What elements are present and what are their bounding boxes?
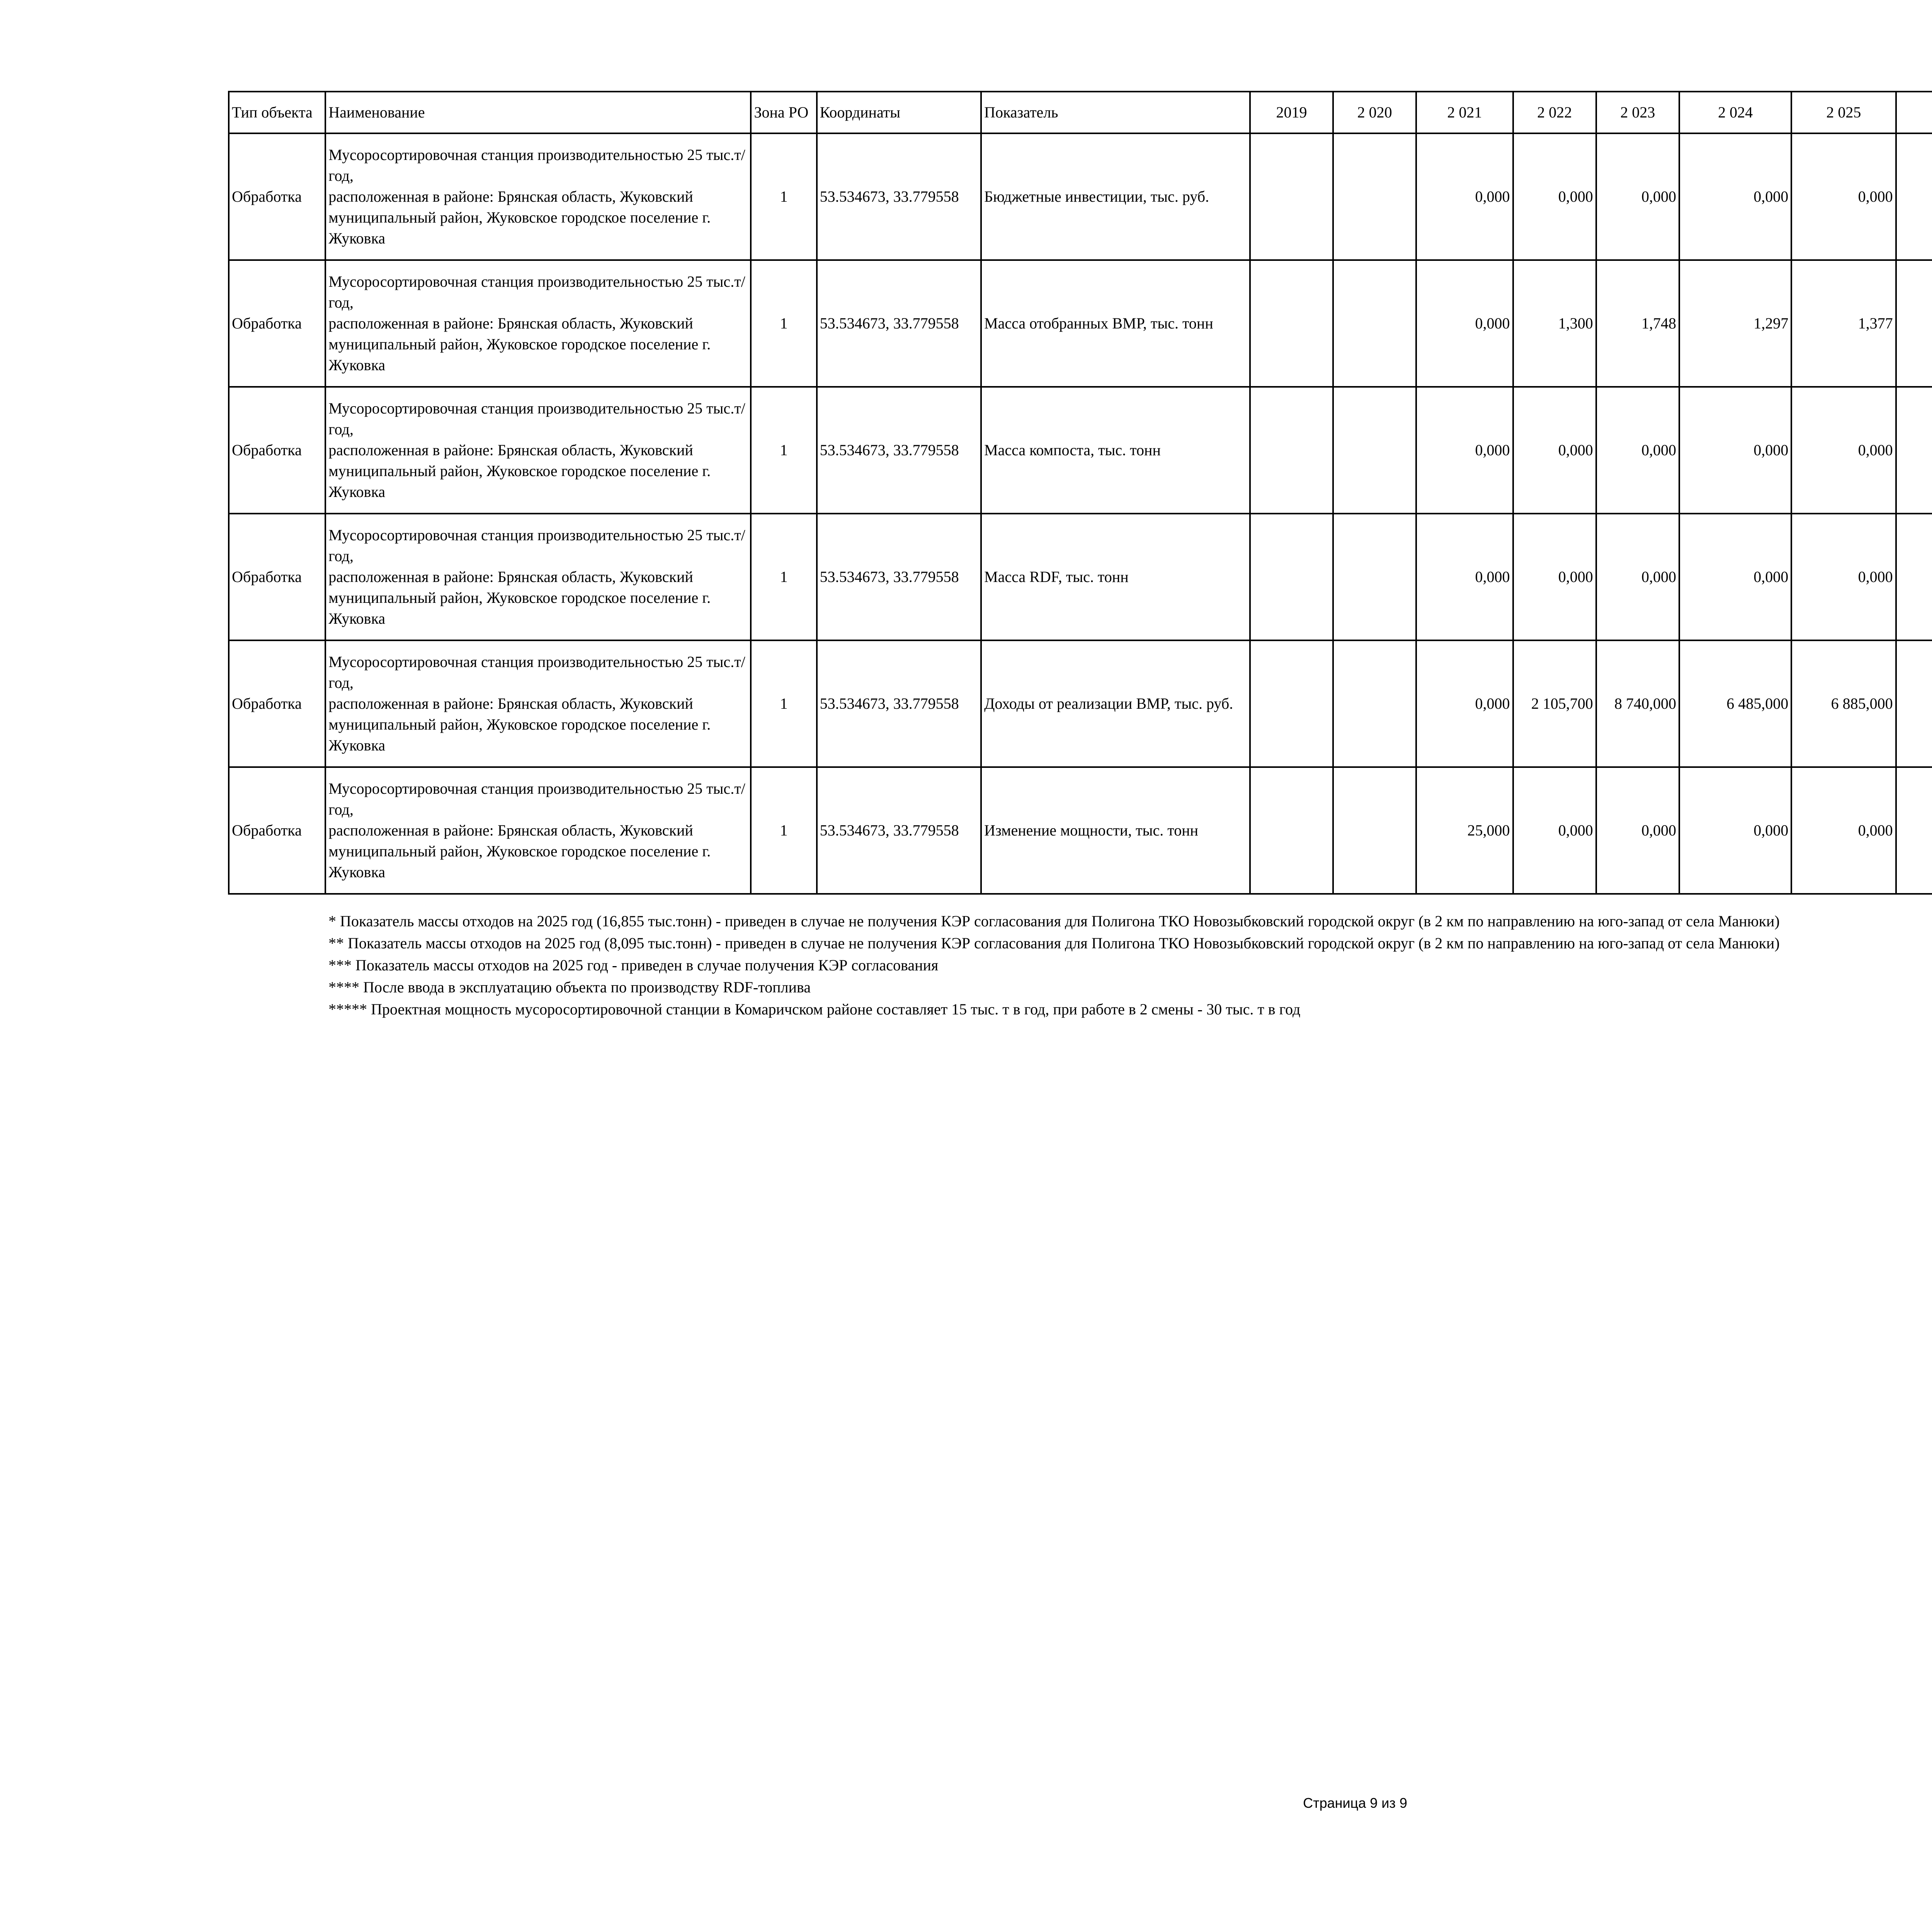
cell-zone: 1	[751, 133, 816, 260]
cell-value: 0,000	[1596, 767, 1679, 894]
cell-value: 0,000	[1596, 387, 1679, 514]
waste-facility-table	[228, 91, 1932, 895]
cell-value	[1333, 514, 1416, 640]
header-year-2024: 2 024	[1679, 92, 1791, 133]
cell-name-line: расположенная в районе: Брянская область, Жуковский муниципальный район, Жуковское городское поселение г. Жуковка	[328, 568, 711, 627]
cell-value	[1250, 133, 1333, 260]
header-year-2023: 2 023	[1596, 92, 1679, 133]
cell-name-line: Мусоросортировочная станция производительностью 25 тыс.т/год,	[328, 780, 745, 818]
cell-coords: 53.534673, 33.779558	[817, 387, 981, 514]
cell-value: 0,000	[1791, 514, 1896, 640]
cell-value: 0,000	[1513, 133, 1596, 260]
cell-name-line: Мусоросортировочная станция производительностью 25 тыс.т/год,	[328, 400, 745, 438]
cell-value: 0,000	[1513, 387, 1596, 514]
cell-zone: 1	[751, 767, 816, 894]
cell-name	[325, 387, 751, 514]
cell-value	[1896, 387, 1932, 514]
cell-value: 0,000	[1679, 133, 1791, 260]
table-row	[229, 260, 1932, 387]
cell-value: 1,748	[1596, 260, 1679, 387]
cell-coords: 53.534673, 33.779558	[817, 260, 981, 387]
header-year-2021: 2 021	[1416, 92, 1513, 133]
cell-value	[1250, 260, 1333, 387]
cell-type: Обработка	[229, 260, 325, 387]
header-indicator: Показатель	[981, 92, 1250, 133]
cell-value: 0,000	[1513, 514, 1596, 640]
cell-value: 2 105,700	[1513, 640, 1596, 767]
cell-name	[325, 133, 751, 260]
table-row	[229, 133, 1932, 260]
cell-value	[1896, 260, 1932, 387]
footnote: **** После ввода в эксплуатацию объекта по производству RDF-топлива	[328, 978, 811, 996]
cell-name-line: Мусоросортировочная станция производительностью 25 тыс.т/год,	[328, 526, 745, 565]
cell-name	[325, 260, 751, 387]
cell-coords: 53.534673, 33.779558	[817, 767, 981, 894]
table-row	[229, 387, 1932, 514]
cell-indicator: Масса отобранных ВМР, тыс. тонн	[981, 260, 1250, 387]
header-year-2020: 2 020	[1333, 92, 1416, 133]
cell-value: 0,000	[1679, 514, 1791, 640]
cell-type: Обработка	[229, 387, 325, 514]
cell-value	[1250, 387, 1333, 514]
cell-value: 0,000	[1513, 767, 1596, 894]
cell-value: 0,000	[1416, 514, 1513, 640]
cell-value: 0,000	[1791, 133, 1896, 260]
cell-zone: 1	[751, 387, 816, 514]
cell-name-line: Мусоросортировочная станция производительностью 25 тыс.т/год,	[328, 653, 745, 691]
header-year-2019: 2019	[1250, 92, 1333, 133]
table-row	[229, 514, 1932, 640]
header-year-2025: 2 025	[1791, 92, 1896, 133]
header-name: Наименование	[325, 92, 751, 133]
cell-name-line: расположенная в районе: Брянская область, Жуковский муниципальный район, Жуковское городское поселение г. Жуковка	[328, 315, 711, 374]
cell-name-line: расположенная в районе: Брянская область, Жуковский муниципальный район, Жуковское городское поселение г. Жуковка	[328, 822, 711, 881]
cell-value: 8 740,000	[1596, 640, 1679, 767]
cell-value: 0,000	[1596, 133, 1679, 260]
cell-type: Обработка	[229, 133, 325, 260]
cell-value: 0,000	[1791, 767, 1896, 894]
cell-value: 1,297	[1679, 260, 1791, 387]
page-number: Страница 9 из 9	[1303, 1795, 1407, 1811]
cell-value	[1896, 133, 1932, 260]
cell-value	[1896, 640, 1932, 767]
cell-value: 0,000	[1679, 767, 1791, 894]
cell-name	[325, 514, 751, 640]
cell-value: 6 885,000	[1791, 640, 1896, 767]
header-coords: Координаты	[817, 92, 981, 133]
cell-value	[1333, 260, 1416, 387]
table-header-row	[229, 92, 1932, 133]
header-zone: Зона РО	[751, 92, 816, 133]
cell-name	[325, 767, 751, 894]
cell-indicator: Изменение мощности, тыс. тонн	[981, 767, 1250, 894]
cell-name-line: расположенная в районе: Брянская область, Жуковский муниципальный район, Жуковское городское поселение г. Жуковка	[328, 695, 711, 754]
cell-name-line: расположенная в районе: Брянская область, Жуковский муниципальный район, Жуковское городское поселение г. Жуковка	[328, 441, 711, 500]
footnote: ***** Проектная мощность мусоросортировочной станции в Комаричском районе составляет 15 тыс. т в год, при работе в 2 смены - 30 тыс. т в год	[328, 1001, 1301, 1018]
cell-value	[1333, 640, 1416, 767]
cell-type: Обработка	[229, 514, 325, 640]
cell-value: 0,000	[1416, 640, 1513, 767]
cell-value	[1896, 514, 1932, 640]
cell-value: 25,000	[1416, 767, 1513, 894]
cell-value: 1,300	[1513, 260, 1596, 387]
cell-value: 0,000	[1679, 387, 1791, 514]
cell-value	[1250, 640, 1333, 767]
cell-value: 0,000	[1416, 260, 1513, 387]
cell-coords: 53.534673, 33.779558	[817, 133, 981, 260]
table-body	[229, 133, 1932, 894]
table-row	[229, 767, 1932, 894]
cell-value: 0,000	[1596, 514, 1679, 640]
cell-value	[1333, 767, 1416, 894]
cell-indicator: Бюджетные инвестиции, тыс. руб.	[981, 133, 1250, 260]
cell-indicator: Масса RDF, тыс. тонн	[981, 514, 1250, 640]
cell-value	[1250, 767, 1333, 894]
cell-type: Обработка	[229, 767, 325, 894]
cell-coords: 53.534673, 33.779558	[817, 640, 981, 767]
cell-name-line: расположенная в районе: Брянская область, Жуковский муниципальный район, Жуковское городское поселение г. Жуковка	[328, 188, 711, 247]
cell-value: 0,000	[1416, 387, 1513, 514]
header-year-2026	[1896, 92, 1932, 133]
cell-coords: 53.534673, 33.779558	[817, 514, 981, 640]
footnote: ** Показатель массы отходов на 2025 год (8,095 тыс.тонн) - приведен в случае не получения КЭР согласования для Полигона ТКО Новозыбковский городской округ (в 2 км по направлению на юго-запад от села Манюки)	[328, 934, 1780, 952]
cell-value: 1,377	[1791, 260, 1896, 387]
cell-value	[1250, 514, 1333, 640]
cell-value: 0,000	[1416, 133, 1513, 260]
footnote: *** Показатель массы отходов на 2025 год - приведен в случае получения КЭР согласования	[328, 956, 939, 974]
footnote: * Показатель массы отходов на 2025 год (16,855 тыс.тонн) - приведен в случае не получения КЭР согласования для Полигона ТКО Новозыбковский городской округ (в 2 км по направлению на юго-запад от села Манюки)	[328, 912, 1780, 930]
table-row	[229, 640, 1932, 767]
cell-value	[1333, 387, 1416, 514]
cell-value: 6 485,000	[1679, 640, 1791, 767]
cell-name-line: Мусоросортировочная станция производительностью 25 тыс.т/год,	[328, 146, 745, 184]
cell-zone: 1	[751, 260, 816, 387]
cell-zone: 1	[751, 514, 816, 640]
cell-indicator: Доходы от реализации ВМР, тыс. руб.	[981, 640, 1250, 767]
cell-value: 0,000	[1791, 387, 1896, 514]
cell-indicator: Масса компоста, тыс. тонн	[981, 387, 1250, 514]
header-type: Тип объекта	[229, 92, 325, 133]
cell-zone: 1	[751, 640, 816, 767]
header-year-2022: 2 022	[1513, 92, 1596, 133]
cell-type: Обработка	[229, 640, 325, 767]
cell-value	[1896, 767, 1932, 894]
cell-value	[1333, 133, 1416, 260]
cell-name	[325, 640, 751, 767]
footnotes	[328, 910, 1780, 1020]
cell-name-line: Мусоросортировочная станция производительностью 25 тыс.т/год,	[328, 273, 745, 311]
